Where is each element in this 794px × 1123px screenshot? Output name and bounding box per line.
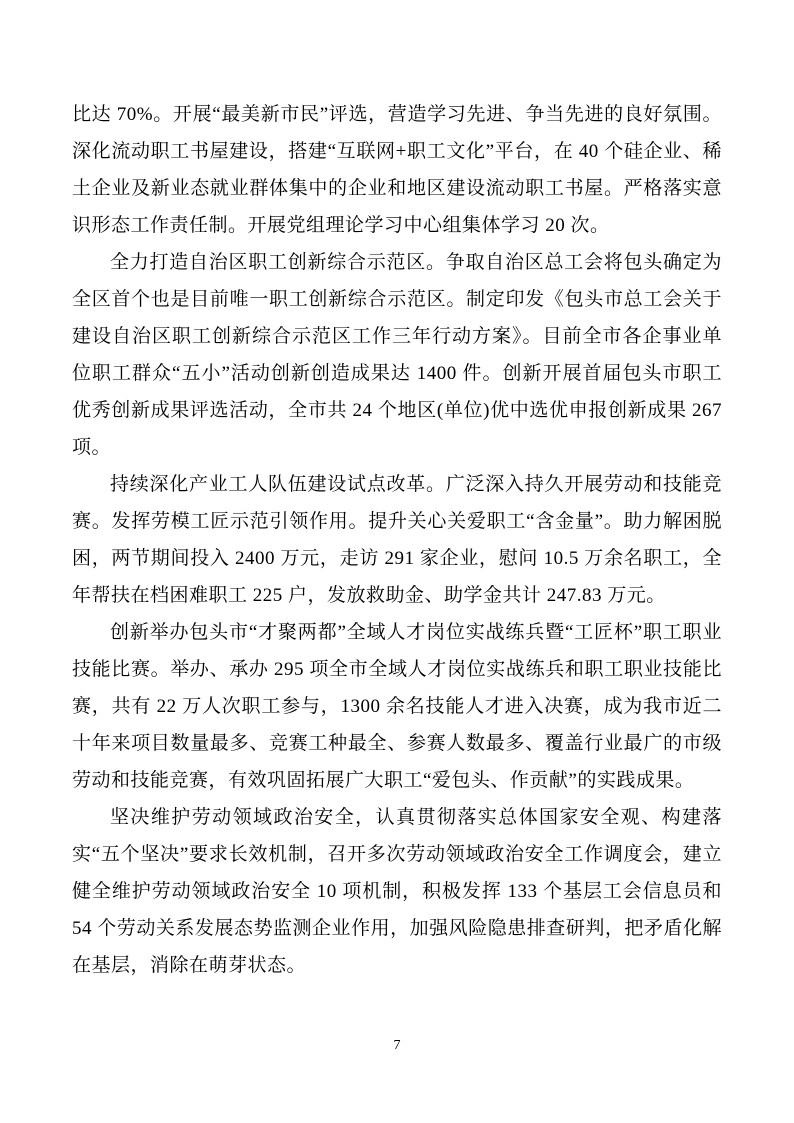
paragraph: 持续深化产业工人队伍建设试点改革。广泛深入持久开展劳动和技能竞赛。发挥劳模工匠示范引领作用。提升关心关爱职工“含金量”。助力解困脱困，两节期间投入 2400 万元，走访 291 家企业，慰问 10.5 万余名职工，全年帮扶在档困难职工 225 户，发放救助金、助学金共计 247.83 万元。 — [72, 474, 722, 606]
paragraph: 坚决维护劳动领域政治安全，认真贯彻落实总体国家安全观、构建落实“五个坚决”要求长效机制，召开多次劳动领域政治安全工作调度会，建立健全维护劳动领域政治安全 10 项机制，积极发挥 133 个基层工会信息员和 54 个劳动关系发展态势监测企业作用，加强风险隐患排查研判，把矛盾化解在基层，消除在萌芽状态。 — [72, 807, 722, 976]
paragraph: 全力打造自治区职工创新综合示范区。争取自治区总工会将包头确定为全区首个也是目前唯一职工创新综合示范区。制定印发《包头市总工会关于建设自治区职工创新综合示范区工作三年行动方案》。目前全市各企事业单位职工群众“五小”活动创新创造成果达 1400 件。创新开展首届包头市职工优秀创新成果评选活动，全市共 24 个地区(单位)优中选优申报创新成果 267 项。 — [72, 252, 722, 458]
page-number: 7 — [393, 1038, 401, 1053]
paragraph: 比达 70%。开展“最美新市民”评选，营造学习先进、争当先进的良好氛围。深化流动职工书屋建设，搭建“互联网+职工文化”平台，在 40 个硅企业、稀土企业及新业态就业群体集中的企业和地区建设流动职工书屋。严格落实意识形态工作责任制。开展党组理论学习中心组集体学习 20 次。 — [72, 104, 722, 236]
paragraph: 创新举办包头市“才聚两都”全域人才岗位实战练兵暨“工匠杯”职工职业技能比赛。举办、承办 295 项全市全域人才岗位实战练兵和职工职业技能比赛，共有 22 万人次职工参与，1300 余名技能人才进入决赛，成为我市近二十年来项目数量最多、竞赛工种最全、参赛人数最多、覆盖行业最广的市级劳动和技能竞赛，有效巩固拓展广大职工“爱包头、作贡献”的实践成果。 — [72, 622, 722, 791]
page-footer — [0, 1036, 794, 1056]
document-body — [72, 96, 722, 984]
